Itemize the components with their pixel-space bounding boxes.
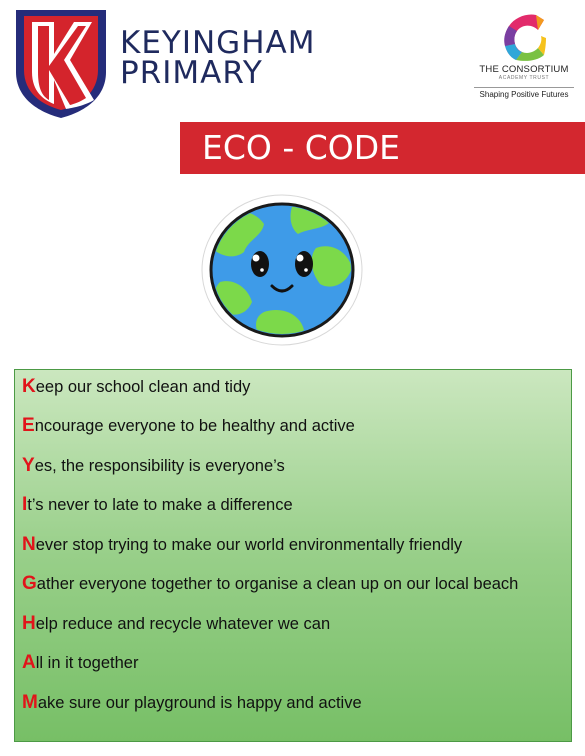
line-text: ake sure our playground is happy and active bbox=[37, 694, 362, 712]
trust-divider bbox=[474, 87, 574, 88]
eco-code-line-i bbox=[22, 494, 293, 516]
line-text: ever stop trying to make our world environmentally friendly bbox=[35, 536, 463, 554]
eco-code-line-e bbox=[22, 415, 355, 437]
trust-tagline: Shaping Positive Futures bbox=[479, 90, 569, 99]
line-initial: N bbox=[22, 534, 36, 555]
eco-code-line-m bbox=[22, 692, 362, 714]
eco-code-line-k bbox=[22, 376, 250, 398]
consortium-c-logo-icon bbox=[502, 12, 546, 62]
line-initial: M bbox=[22, 692, 38, 713]
line-initial: E bbox=[22, 415, 35, 436]
eco-code-list bbox=[14, 369, 572, 742]
line-text: ll in it together bbox=[35, 654, 139, 672]
school-name-line2: PRIMARY bbox=[120, 55, 263, 91]
line-initial: K bbox=[22, 376, 36, 397]
line-text: eep our school clean and tidy bbox=[35, 378, 251, 396]
eco-code-banner: ECO - CODE bbox=[180, 122, 585, 174]
trust-subtitle: ACADEMY TRUST bbox=[498, 75, 550, 81]
trust-name: THE CONSORTIUM bbox=[479, 64, 569, 75]
eco-code-line-a bbox=[22, 652, 138, 674]
line-text: elp reduce and recycle whatever we can bbox=[35, 615, 331, 633]
school-shield-logo bbox=[14, 8, 108, 120]
line-initial: Y bbox=[22, 455, 35, 476]
eco-code-line-y bbox=[22, 455, 285, 477]
line-initial: I bbox=[22, 494, 28, 515]
line-text: es, the responsibility is everyone’s bbox=[34, 457, 285, 475]
line-text: t’s never to late to make a difference bbox=[27, 496, 293, 514]
eco-code-line-h bbox=[22, 613, 330, 635]
line-initial: G bbox=[22, 573, 37, 594]
line-text: ncourage everyone to be healthy and active bbox=[34, 417, 355, 435]
school-name-line1: KEYINGHAM bbox=[120, 25, 316, 61]
line-text: ather everyone together to organise a clean up on our local beach bbox=[36, 575, 519, 593]
eco-code-line-n bbox=[22, 534, 462, 556]
trust-logo-block bbox=[468, 12, 580, 99]
eco-code-line-g bbox=[22, 573, 518, 595]
line-initial: A bbox=[22, 652, 36, 673]
school-name bbox=[120, 25, 316, 91]
line-initial: H bbox=[22, 613, 36, 634]
smiling-earth-icon bbox=[200, 194, 364, 346]
